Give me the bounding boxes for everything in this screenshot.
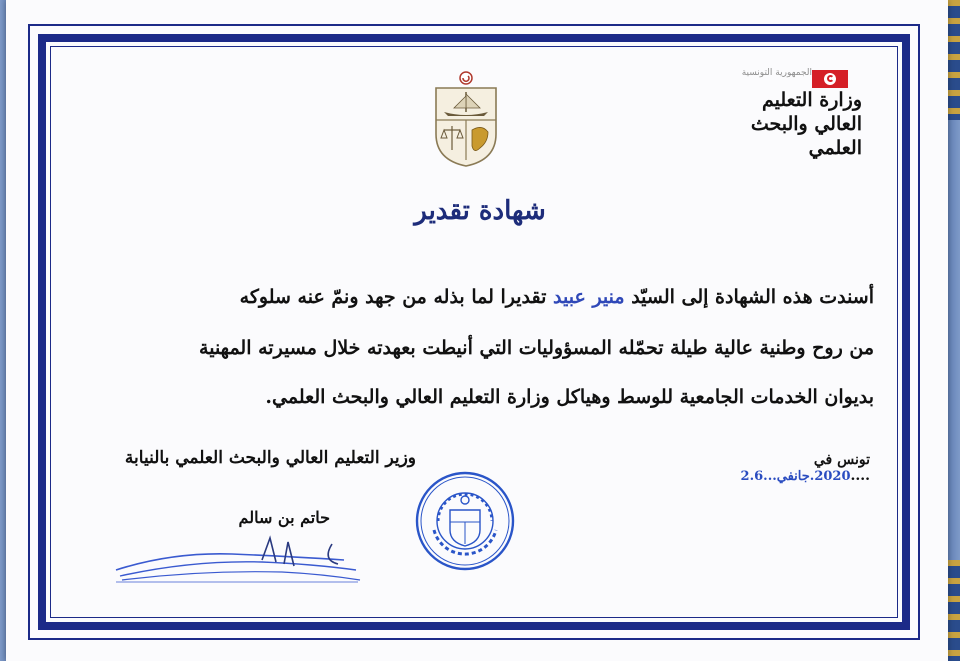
handwritten-signature xyxy=(112,530,362,586)
official-stamp-seal xyxy=(414,470,516,572)
body-text: تقديرا لما بذله من جهد ونمّ عنه سلوكه xyxy=(239,286,554,308)
body-text: أسندت هذه الشهادة إلى السيّد xyxy=(624,286,874,308)
certificate-body-line-3: بديوان الخدمات الجامعية للوسط وهياكل وزارة التعليم العالي والبحث العلمي. xyxy=(265,386,874,408)
recipient-name: منير عبيد xyxy=(553,286,625,308)
certificate-body-line-1 xyxy=(84,286,874,308)
tunisia-flag-icon xyxy=(812,70,848,88)
minister-name: حاتم بن سالم xyxy=(238,508,330,527)
date-value: 2020.جانفي...2.6 xyxy=(740,469,851,484)
place-and-date xyxy=(700,452,870,484)
republic-name: الجمهورية التونسية xyxy=(741,68,812,78)
minister-title: وزير التعليم العالي والبحث العلمي بالنيابة xyxy=(124,448,416,468)
coat-of-arms-icon xyxy=(430,68,502,168)
place-label: تونس في .... xyxy=(813,452,870,484)
certificate-title: شهادة تقدير xyxy=(414,196,546,226)
ministry-name: وزارة التعليم العالي والبحث العلمي xyxy=(750,89,862,159)
certificate-body-line-2: من روح وطنية عالية طيلة تحمّله المسؤوليات التي أنيطت بعهدته خلال مسيرته المهنية xyxy=(199,337,874,359)
